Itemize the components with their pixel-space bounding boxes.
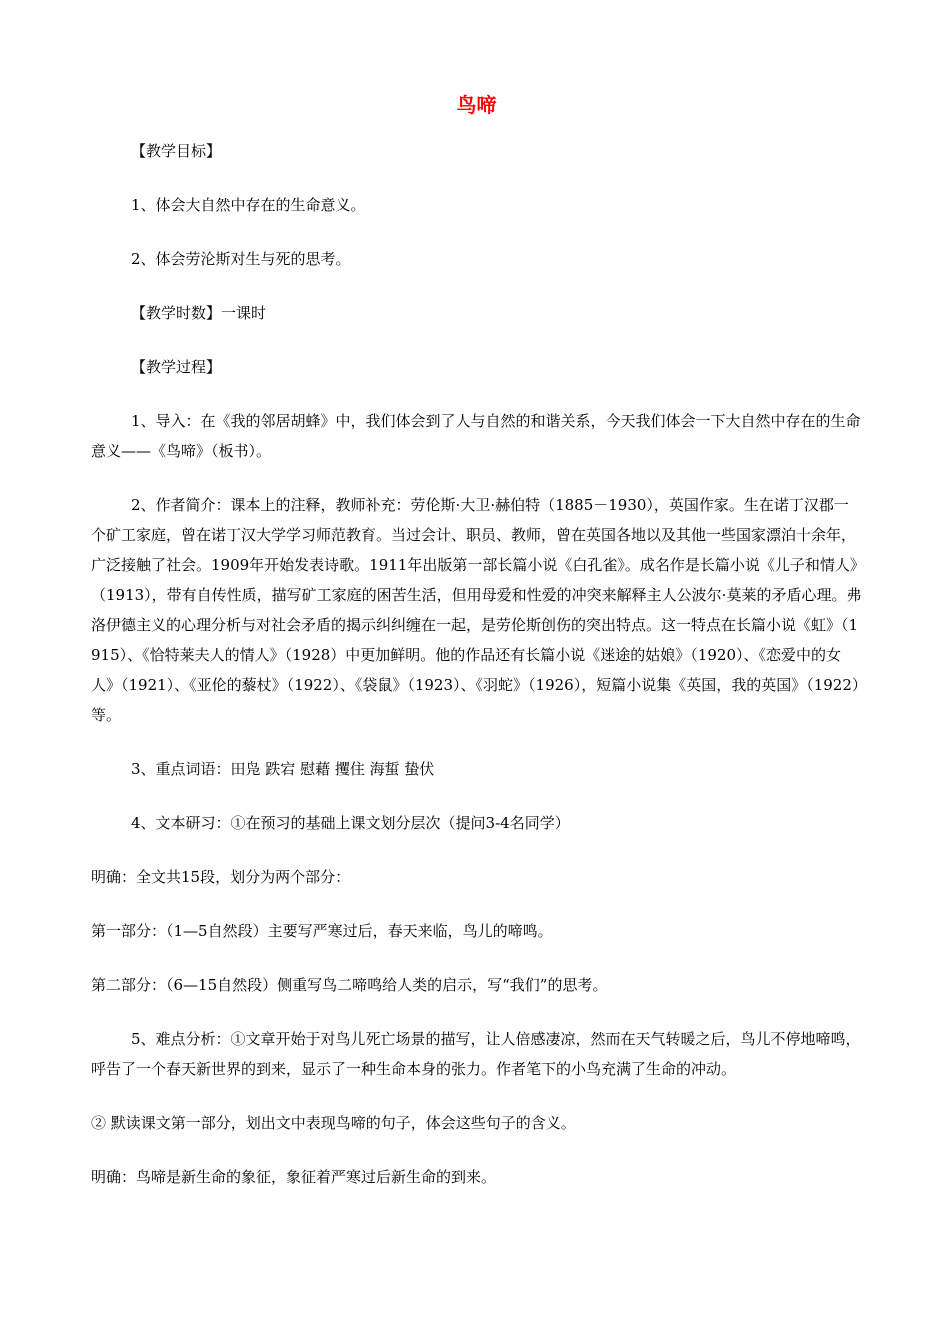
part-two-description: 第二部分：（6—15自然段）侧重写鸟二啼鸣给人类的启示，写“我们”的思考。 — [91, 976, 608, 994]
part-one-description: 第一部分：（1—5自然段）主要写严寒过后，春天来临，鸟儿的啼鸣。 — [91, 922, 553, 940]
process-step-difficulty-analysis: 5、难点分析：①文章开始于对鸟儿死亡场景的描写，让人倍感凄凉，然而在天气转暖之后，鸟儿不停地啼鸣，呼告了一个春天新世界的到来，显示了一种生命本身的张力。作者笔下的小鸟充满了生命的冲动。 — [91, 1030, 861, 1078]
process-step-introduction: 1、导入：在《我的邻居胡蜂》中，我们体会到了人与自然的和谐关系，今天我们体会一下大自然中存在的生命意义——《鸟啼》（板书）。 — [91, 412, 861, 460]
section-heading-teaching-process: 【教学过程】 — [131, 358, 222, 376]
document-title: 鸟啼 — [456, 93, 497, 117]
clarification-structure: 明确：全文共15段，划分为两个部分： — [91, 868, 351, 886]
process-step-text-study: 4、文本研习：①在预习的基础上课文划分层次（提问3-4名同学） — [131, 814, 570, 832]
section-heading-teaching-goals: 【教学目标】 — [131, 142, 222, 160]
goal-item-2: 2、体会劳沦斯对生与死的思考。 — [131, 250, 351, 268]
reading-task: ② 默读课文第一部分，划出文中表现鸟啼的句子，体会这些句子的含义。 — [91, 1114, 576, 1132]
goal-item-1: 1、体会大自然中存在的生命意义。 — [131, 196, 366, 214]
process-step-author-intro: 2、作者简介：课本上的注释，教师补充：劳伦斯·大卫·赫伯特（1885－1930），英国作家。生在诺丁汉郡一个矿工家庭，曾在诺丁汉大学学习师范教育。当过会计、职员、教师，曾在英国各地以及其他一些国家漂泊十余年，广泛接触了社会。1909年开始发表诗歌。1911年出版第一部长篇小说《白孔雀》。成名作是长篇小说《儿子和情人》（1913），带有自传性质，描写矿工家庭的困苦生活，但用母爱和性爱的冲突来解释主人公波尔·莫莱的矛盾心理。弗洛伊德主义的心理分析与对社会矛盾的揭示纠纠缠在一起，是劳伦斯创伤的突出特点。这一特点在长篇小说《虹》（1915）、《恰特莱夫人的情人》（1928）中更加鲜明。他的作品还有长篇小说《迷途的姑娘》（1920）、《恋爱中的女人》（1921）、《亚伦的藜杖》（1922）、《袋鼠》（1923）、《羽蛇》（1926），短篇小说集《英国，我的英国》（1922）等。 — [91, 496, 862, 724]
section-heading-teaching-hours: 【教学时数】一课时 — [131, 304, 267, 322]
clarification-symbolism: 明确：鸟啼是新生命的象征，象征着严寒过后新生命的到来。 — [91, 1168, 497, 1186]
process-step-key-words: 3、重点词语：田凫 跌宕 慰藉 攫住 海蜇 蛰伏 — [131, 760, 435, 778]
